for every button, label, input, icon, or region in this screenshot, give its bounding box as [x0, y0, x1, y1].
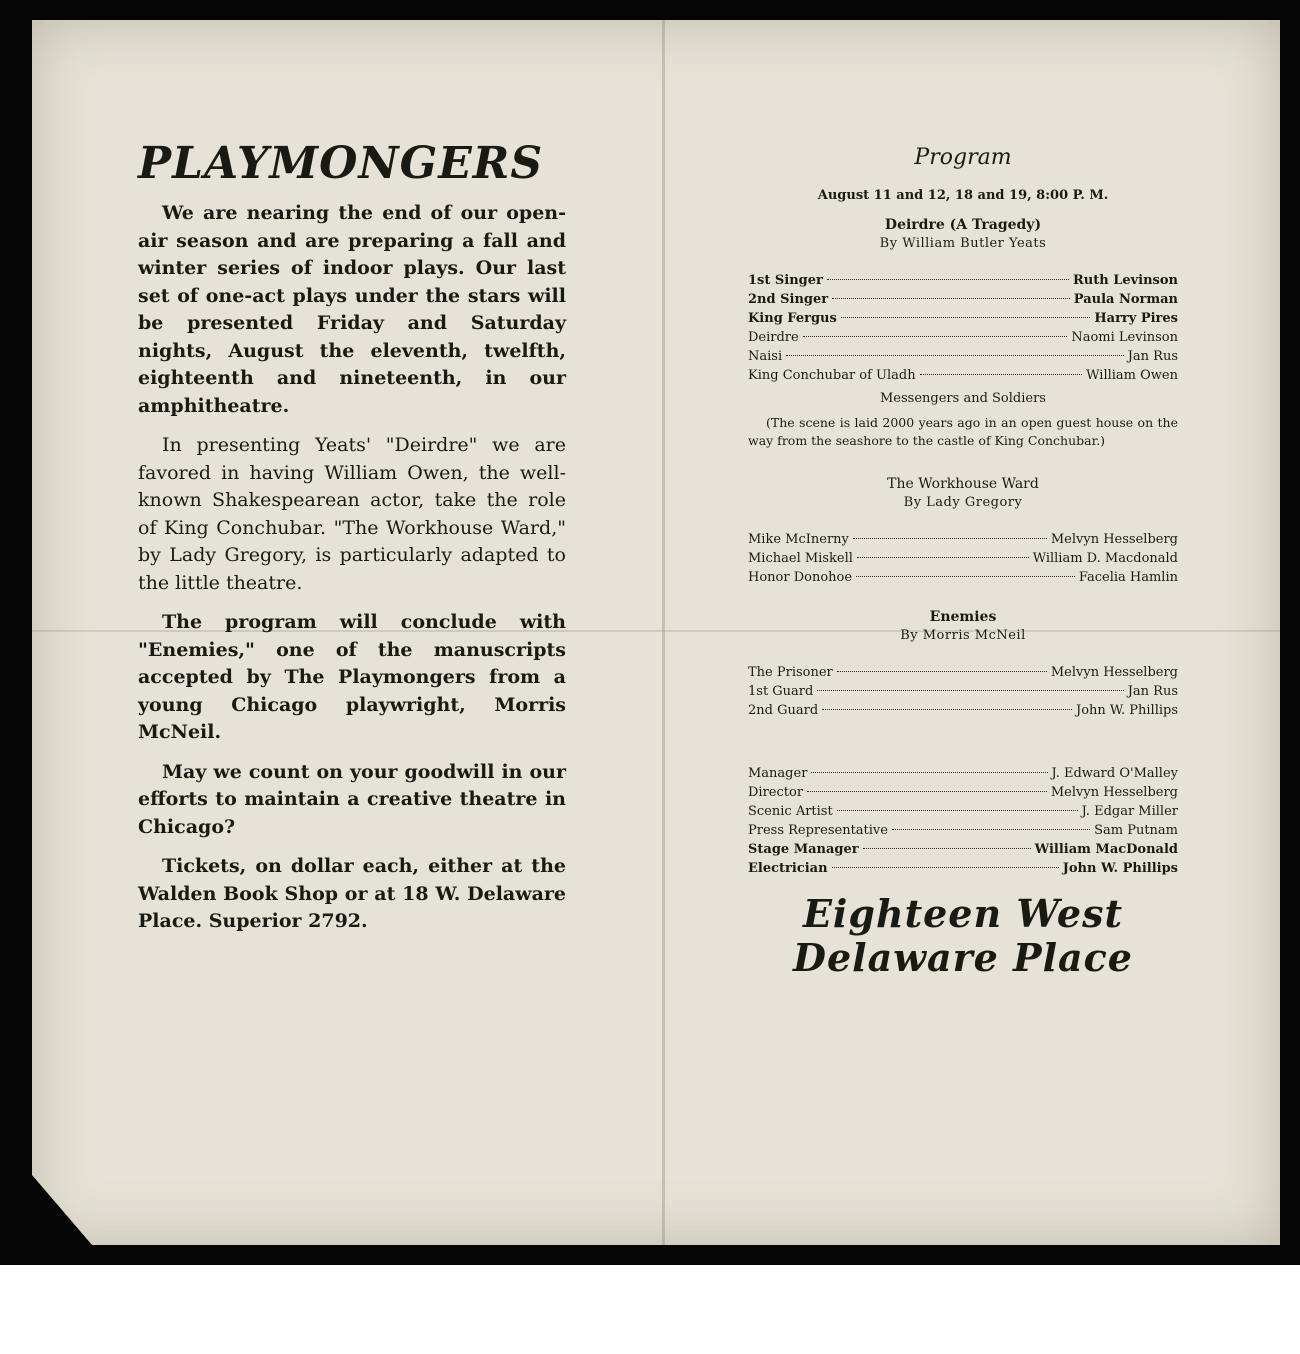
staff-role: Stage Manager	[748, 842, 859, 857]
cast-actor: William Owen	[1086, 368, 1178, 383]
leader-dots	[786, 355, 1124, 356]
staff-name: J. Edward O'Malley	[1051, 766, 1178, 781]
cast-row	[748, 549, 1178, 568]
cast-role: 1st Guard	[748, 684, 814, 699]
leader-dots	[822, 709, 1072, 710]
cast-row	[748, 290, 1178, 309]
cast-actor: Jan Rus	[1127, 349, 1178, 364]
cast-actor: Jan Rus	[1127, 684, 1178, 699]
cast-row	[748, 309, 1178, 328]
cast-role: King Fergus	[748, 311, 837, 326]
cast-actor: Melvyn Hesselberg	[1050, 532, 1178, 547]
cast-row	[748, 568, 1178, 587]
cast-role: Naisi	[748, 349, 783, 364]
spacer	[748, 593, 1178, 609]
staff-name: J. Edgar Miller	[1081, 804, 1178, 819]
staff-row	[748, 859, 1178, 878]
staff-name: William MacDonald	[1034, 842, 1178, 857]
staff-row	[748, 783, 1178, 802]
staff-name: Sam Putnam	[1094, 823, 1178, 838]
staff-row	[748, 840, 1178, 859]
cast-row	[748, 347, 1178, 366]
cast-role: 2nd Singer	[748, 292, 829, 307]
scene-note: (The scene is laid 2000 years ago in an open guest house on the way from the seashore to the castle of King Conchubar.)	[748, 415, 1178, 448]
cast-list	[748, 663, 1178, 720]
leader-dots	[857, 557, 1029, 558]
cast-row	[748, 271, 1178, 290]
leader-dots	[803, 336, 1068, 337]
leader-dots	[856, 576, 1075, 577]
leader-dots	[853, 538, 1047, 539]
goodwill-paragraph: May we count on your goodwill in our efforts to maintain a creative theatre in Chicago?	[138, 760, 566, 838]
leader-dots	[920, 374, 1083, 375]
cast-list	[748, 271, 1178, 385]
cast-role: Deirdre	[748, 330, 799, 345]
right-page	[748, 145, 1178, 980]
performance-dates: August 11 and 12, 18 and 19, 8:00 P. M.	[817, 188, 1109, 203]
intro-paragraph: We are nearing the end of our open-air season and are preparing a fall and winter series of indoor plays. Our last set of one-act plays under the stars will be presented Friday and Saturday nights, August the eleventh, twelfth, eighteenth and nineteenth, in our amphitheatre.	[138, 202, 566, 417]
leader-dots	[837, 810, 1078, 811]
cast-role: 2nd Guard	[748, 703, 819, 718]
staff-role: Press Representative	[748, 823, 888, 838]
cast-actor: Ruth Levinson	[1072, 273, 1178, 288]
cast-row	[748, 701, 1178, 720]
tickets-paragraph: Tickets, on dollar each, either at the Walden Book Shop or at 18 W. Delaware Place. Superior 2792.	[138, 855, 566, 933]
cast-role: Honor Donohoe	[748, 570, 853, 585]
cast-row	[748, 530, 1178, 549]
cast-actor: Melvyn Hesselberg	[1050, 665, 1178, 680]
leader-dots	[863, 848, 1031, 849]
play-author: By William Butler Yeats	[879, 236, 1047, 251]
extras-line: Messengers and Soldiers	[880, 391, 1046, 406]
staff-name: Melvyn Hesselberg	[1050, 785, 1178, 800]
play-title: Enemies	[929, 609, 997, 625]
cast-list	[748, 530, 1178, 587]
vertical-fold	[662, 20, 665, 1245]
leader-dots	[807, 791, 1047, 792]
leader-dots	[827, 279, 1069, 280]
staff-name: John W. Phillips	[1062, 861, 1178, 876]
cast-actor: Naomi Levinson	[1071, 330, 1178, 345]
cast-role: Michael Miskell	[748, 551, 853, 566]
enemies-paragraph: The program will conclude with "Enemies," one of the manuscripts accepted by The Playmongers from a young Chicago playwright, Morris McNeil.	[138, 611, 566, 744]
spacer	[748, 726, 1178, 764]
staff-role: Electrician	[748, 861, 828, 876]
leader-dots	[832, 298, 1070, 299]
leader-dots	[817, 690, 1123, 691]
playmongers-title: PLAYMONGERS	[138, 138, 544, 189]
play-title: The Workhouse Ward	[887, 476, 1039, 492]
cast-role: Mike McInerny	[748, 532, 849, 547]
cast-actor: Harry Pires	[1094, 311, 1178, 326]
cast-role: 1st Singer	[748, 273, 823, 288]
cast-actor: Paula Norman	[1073, 292, 1178, 307]
staff-role: Scenic Artist	[748, 804, 833, 819]
leader-dots	[841, 317, 1091, 318]
cast-actor: John W. Phillips	[1075, 703, 1178, 718]
cast-actor: William D. Macdonald	[1032, 551, 1178, 566]
cast-actor: Facelia Hamlin	[1078, 570, 1178, 585]
cast-role: King Conchubar of Uladh	[748, 368, 916, 383]
leader-dots	[811, 772, 1047, 773]
deirdre-paragraph: In presenting Yeats' "Deirdre" we are favored in having William Owen, the well-known Shakespearean actor, take the role of King Conchubar. "The Workhouse Ward," by Lady Gregory, is particularly adapted to the little theatre.	[138, 434, 566, 594]
leader-dots	[892, 829, 1090, 830]
staff-list	[748, 764, 1178, 878]
staff-row	[748, 764, 1178, 783]
cast-row	[748, 663, 1178, 682]
staff-row	[748, 821, 1178, 840]
cast-row	[748, 366, 1178, 385]
play-author: By Lady Gregory	[903, 495, 1023, 510]
play-author: By Morris McNeil	[900, 628, 1026, 643]
staff-role: Director	[748, 785, 804, 800]
torn-corner	[32, 1175, 92, 1245]
staff-row	[748, 802, 1178, 821]
program-title: Program	[914, 145, 1012, 170]
play-title: Deirdre (A Tragedy)	[884, 217, 1042, 233]
leader-dots	[837, 671, 1047, 672]
staff-role: Manager	[748, 766, 808, 781]
cast-row	[748, 682, 1178, 701]
cast-row	[748, 328, 1178, 347]
cast-role: The Prisoner	[748, 665, 833, 680]
theatre-address	[748, 892, 1178, 980]
leader-dots	[832, 867, 1059, 868]
left-page	[138, 140, 566, 948]
address-line-2: Delaware Place	[793, 935, 1133, 980]
address-line-1: Eighteen West	[802, 891, 1124, 936]
